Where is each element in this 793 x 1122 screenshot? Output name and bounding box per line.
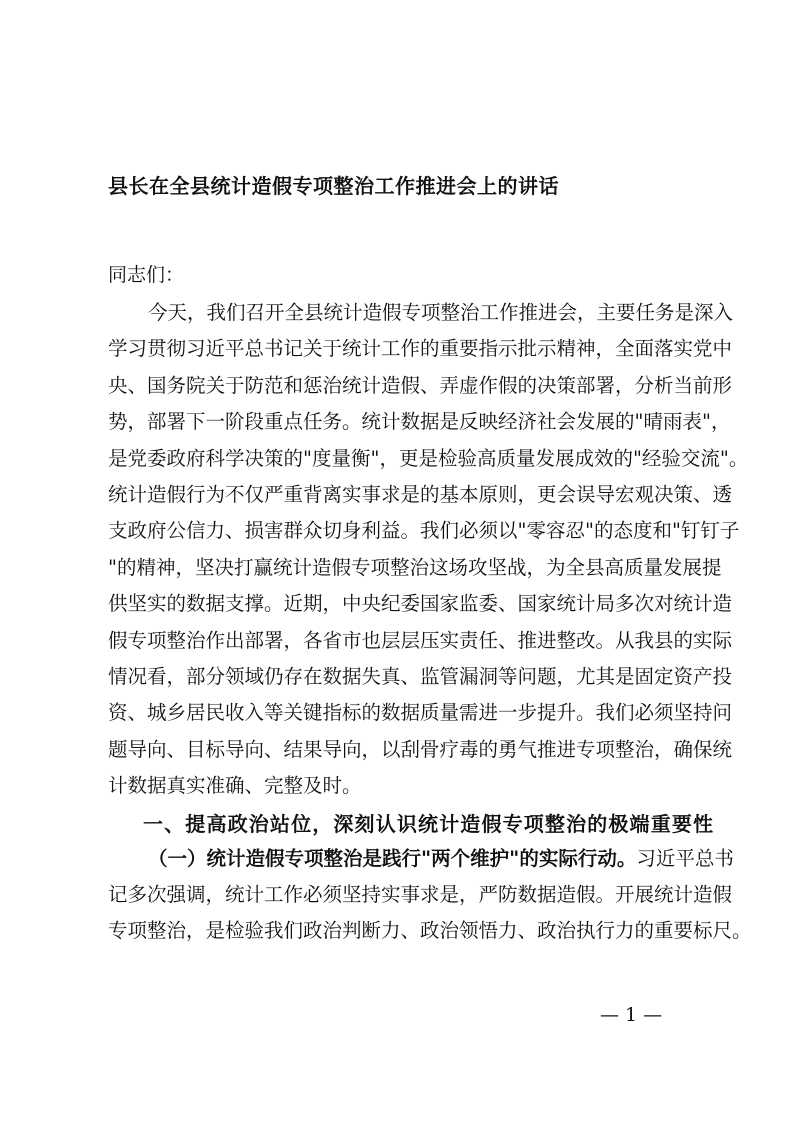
paragraph-line: 学习贯彻习近平总书记关于统计工作的重要指示批示精神，全面落实党中 xyxy=(108,337,733,361)
greeting: 同志们： xyxy=(108,264,185,286)
paragraph-line: 假专项整治作出部署，各省市也层层压实责任、推进整改。从我县的实际 xyxy=(108,628,733,652)
paragraph-line: 资、城乡居民收入等关键指标的数据质量需进一步提升。我们必须坚持问 xyxy=(108,701,733,725)
subsection-1-first-line xyxy=(148,845,734,873)
paragraph-line: 势，部署下一阶段重点任务。统计数据是反映经济社会发展的"晴雨表"， xyxy=(108,410,731,434)
page-number: — 1 — xyxy=(600,1004,663,1026)
paragraph-line: 央、国务院关于防范和惩治统计造假、弄虚作假的决策部署，分析当前形 xyxy=(108,373,733,397)
subsection-heading: （一）统计造假专项整治是践行"两个维护"的实际行动。 xyxy=(148,847,637,870)
paragraph-line: 情况看，部分领域仍存在数据失真、监管漏洞等问题，尤其是固定资产投 xyxy=(108,665,733,688)
subsection-text: 习近平总书 xyxy=(636,847,734,870)
paragraph-line: 今天，我们召开全县统计造假专项整治工作推进会，主要任务是深入 xyxy=(148,301,734,324)
document-title: 县长在全县统计造假专项整治工作推进会上的讲话 xyxy=(108,174,559,198)
paragraph-line: 供坚实的数据支撑。近期，中央纪委国家监委、国家统计局多次对统计造 xyxy=(108,592,733,616)
paragraph-line: 计数据真实准确、完整及时。 xyxy=(108,774,362,798)
paragraph-line: 题导向、目标导向、结果导向，以刮骨疗毒的勇气推进专项整治，确保统 xyxy=(108,737,733,761)
paragraph-line: 是党委政府科学决策的"度量衡"，更是检验高质量发展成效的"经验交流"。 xyxy=(108,446,749,470)
paragraph-line: 支政府公信力、损害群众切身利益。我们必须以"零容忍"的态度和"钉钉子 xyxy=(108,519,740,543)
subsection-line: 专项整治，是检验我们政治判断力、政治领悟力、政治执行力的重要标尺。 xyxy=(108,919,752,942)
section-heading-1: 一、提高政治站位，深刻认识统计造假专项整治的极端重要性 xyxy=(143,812,713,836)
paragraph-line: "的精神，坚决打赢统计造假专项整治这场攻坚战，为全县高质量发展提 xyxy=(108,555,722,579)
paragraph-line: 统计造假行为不仅严重背离实事求是的基本原则，更会误导宏观决策、透 xyxy=(108,483,733,506)
subsection-line: 记多次强调，统计工作必须坚持实事求是，严防数据造假。开展统计造假 xyxy=(108,883,733,906)
